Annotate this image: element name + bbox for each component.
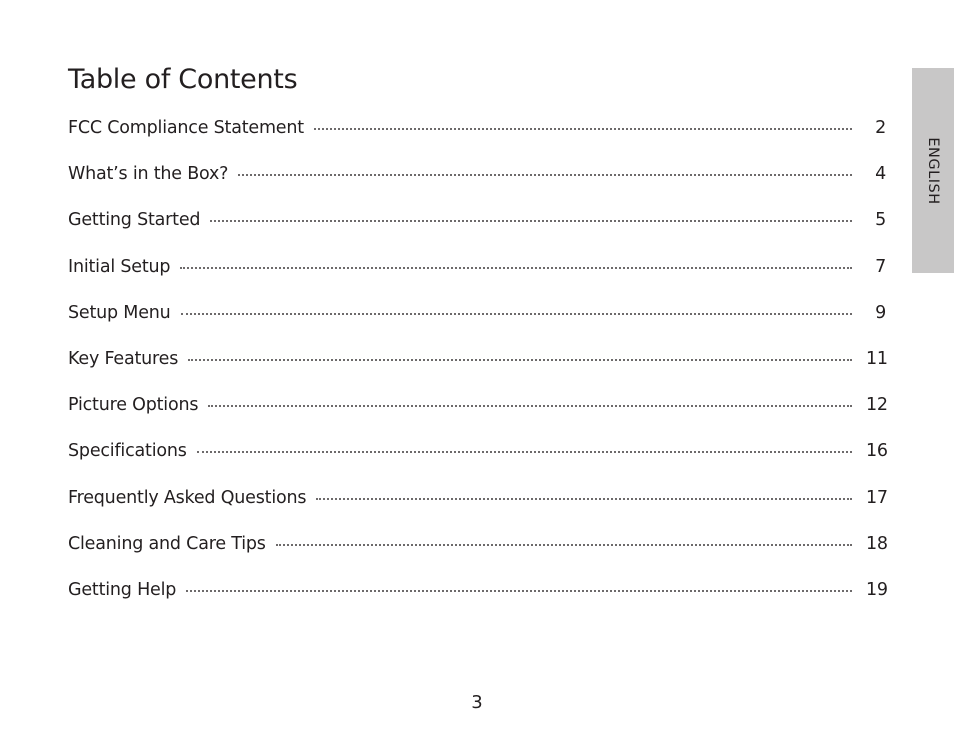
toc-entry-label: Initial Setup: [68, 256, 171, 277]
language-tab: [912, 68, 954, 273]
toc-entry-page: 11: [866, 348, 888, 369]
dotted-leader: [238, 174, 852, 176]
dotted-leader: [210, 220, 852, 222]
toc-entry-page: 18: [866, 533, 888, 554]
toc-entry[interactable]: [68, 390, 886, 436]
page-title: Table of Contents: [68, 64, 298, 95]
toc-entry-label: Key Features: [68, 348, 179, 369]
dotted-leader: [276, 544, 852, 546]
toc-entry-label: Picture Options: [68, 395, 199, 416]
dotted-leader: [314, 128, 852, 130]
toc-entry[interactable]: [68, 113, 886, 159]
toc-entry-page: 2: [875, 118, 886, 138]
toc-entry-label: Setup Menu: [68, 302, 171, 323]
toc-entry[interactable]: [68, 298, 886, 344]
toc-entry[interactable]: [68, 252, 886, 298]
toc-entry[interactable]: [68, 344, 886, 390]
toc-entry[interactable]: [68, 436, 886, 482]
toc-entry-page: 12: [866, 395, 888, 416]
toc-entry-label: What’s in the Box?: [68, 164, 229, 185]
dotted-leader: [188, 359, 852, 361]
dotted-leader: [181, 313, 852, 315]
toc-entry[interactable]: [68, 529, 886, 575]
toc-entry-label: Specifications: [68, 441, 187, 462]
dotted-leader: [186, 590, 852, 592]
toc-entry-label: FCC Compliance Statement: [68, 118, 304, 138]
table-of-contents: [68, 113, 886, 621]
toc-entry-label: Getting Help: [68, 579, 177, 600]
toc-entry-page: 9: [875, 302, 886, 323]
toc-entry-page: 17: [866, 487, 888, 508]
dotted-leader: [208, 405, 852, 407]
toc-entry[interactable]: [68, 205, 886, 251]
toc-entry[interactable]: [68, 575, 886, 621]
toc-entry-page: 19: [866, 579, 888, 600]
toc-entry-page: 4: [875, 164, 886, 185]
toc-entry[interactable]: [68, 483, 886, 529]
dotted-leader: [316, 498, 852, 500]
toc-entry-label: Frequently Asked Questions: [68, 487, 307, 508]
dotted-leader: [197, 451, 852, 453]
language-tab-label: ENGLISH: [925, 136, 941, 205]
toc-entry-page: 7: [875, 256, 886, 277]
toc-entry-page: 5: [875, 210, 886, 231]
toc-entry-page: 16: [866, 441, 888, 462]
dotted-leader: [180, 267, 852, 269]
toc-entry[interactable]: [68, 159, 886, 205]
page-number: 3: [471, 692, 483, 713]
toc-entry-label: Cleaning and Care Tips: [68, 533, 266, 554]
toc-entry-label: Getting Started: [68, 210, 201, 231]
